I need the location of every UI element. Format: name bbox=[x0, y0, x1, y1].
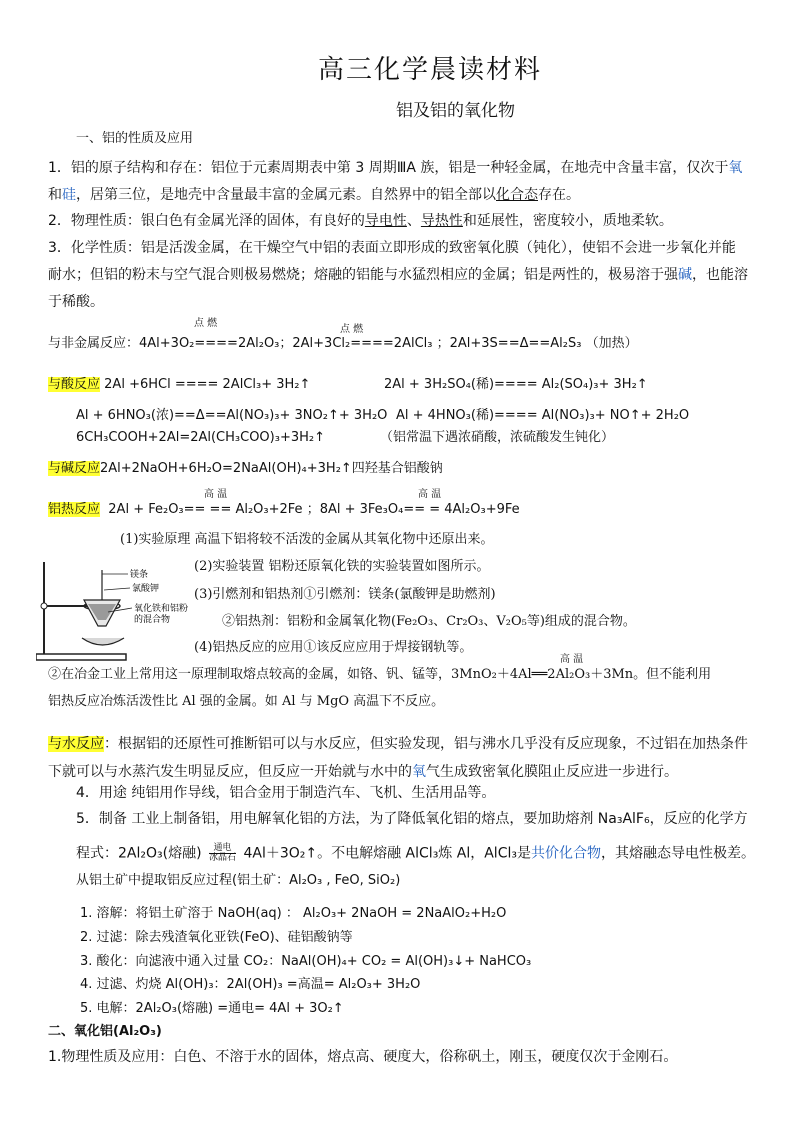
para2: 2．物理性质：银白色有金属光泽的固体，有良好的导电性、导热性和延展性，密度较小，质地柔软。 bbox=[48, 213, 673, 229]
water-line2: 下就可以与水蒸汽发生明显反应，但反应一开始就与水中的氧气生成致密氧化膜阻止反应进一步进行。 bbox=[48, 764, 678, 780]
thermite-device: (2)实验装置 铝粉还原氧化铁的实验装置如图所示。 bbox=[194, 559, 490, 574]
para3-line1: 3．化学性质：铝是活泼金属，在干燥空气中铝的表面立即形成的致密氧化膜（钝化），使铝不会进一步氧化并能 bbox=[48, 240, 736, 256]
thermite-app1: (4)铝热反应的应用①该反应应用于焊接钢轨等。 bbox=[194, 640, 473, 655]
page-title: 高三化学晨读材料 bbox=[318, 55, 543, 85]
para3-line2: 耐水；但铝的粉末与空气混合则极易燃烧；熔融的铝能与水猛烈相应的金属；铝是两性的，极易溶于强碱，也能溶 bbox=[48, 267, 748, 283]
condition-ignite-2: 点 燃 bbox=[340, 324, 364, 335]
thermite-app2-line1: ②在冶金工业上常用这一原理制取熔点较高的金属，如铬、钒、锰等，3MnO₂＋4Al══2Al₂O₃＋3Mn。但不能利用 bbox=[48, 667, 712, 682]
prep-step-3: 3. 酸化：向滤液中通入过量 CO₂：NaAl(OH)₄+ CO₂ = Al(OH)₃↓+ NaHCO₃ bbox=[80, 954, 532, 969]
condition-ignite-1: 点 燃 bbox=[194, 318, 218, 329]
figure-label-magnesium: 镁条 bbox=[130, 570, 149, 580]
prep-line2: 程式：2Al₂O₃(熔融) 通电 冰晶石 4Al＋3O₂↑。不电解熔融 AlCl₃炼 Al，AlCl₃是共价化合物，其熔融态导电性极差。 bbox=[76, 843, 755, 863]
thermite-line: 铝热反应 2Al + Fe₂O₃== == Al₂O₃+2Fe ；8Al + 3Fe₃O₄== = 4Al₂O₃+9Fe bbox=[48, 502, 520, 517]
section2-heading: 二、氧化铝(Al₂O₃) bbox=[48, 1024, 162, 1039]
water-line1: 与水反应：根据铝的还原性可推断铝可以与水反应，但实验发现，铝与沸水几乎没有反应现象，不过铝在加热条件 bbox=[48, 736, 748, 752]
condition-hightemp-1: 高 温 bbox=[204, 489, 228, 500]
sand-dish bbox=[82, 638, 124, 645]
prep-step-5: 5. 电解：2Al₂O₃(熔融) =通电= 4Al + 3O₂↑ bbox=[80, 1001, 344, 1016]
condition-hightemp-3: 高 温 bbox=[560, 654, 584, 665]
thermite-apparatus-figure bbox=[36, 560, 196, 664]
figure-label-mixture-a: 氧化铁和铝粉 bbox=[134, 604, 189, 614]
figure-label-mixture-b: 的混合物 bbox=[134, 615, 171, 625]
figure-label-kclo3: 氯酸钾 bbox=[132, 584, 160, 594]
thermite-label: 铝热反应 bbox=[48, 502, 101, 517]
thermite-app2-line2: 铝热反应冶炼活泼性比 Al 强的金属。如 Al 与 MgO 高温下不反应。 bbox=[48, 694, 445, 709]
acid-eq4: Al + 4HNO₃(稀)==== Al(NO₃)₃+ NO↑+ 2H₂O bbox=[396, 408, 690, 423]
page-subtitle: 铝及铝的氧化物 bbox=[396, 101, 515, 121]
thermite-reagent-b: ②铝热剂：铝粉和金属氧化物(Fe₂O₃、Cr₂O₃、V₂O₅等)组成的混合物。 bbox=[222, 614, 636, 629]
base-line: 与碱反应2Al+2NaOH+6H₂O=2NaAl(OH)₄+3H₂↑四羟基合铝酸钠 bbox=[48, 461, 443, 476]
para1-line2: 和硅，居第三位，是地壳中含量最丰富的金属元素。自然界中的铝全部以化合态存在。 bbox=[48, 187, 580, 203]
para3-line3: 于稀酸。 bbox=[48, 294, 104, 310]
thermite-principle: (1)实验原理 高温下铝将较不活泼的金属从其氧化物中还原出来。 bbox=[120, 532, 494, 547]
para1-line1: 1．铝的原子结构和存在：铝位于元素周期表中第 3 周期ⅢA 族，铝是一种轻金属，在地壳中含量丰富，仅次于氧 bbox=[48, 160, 743, 176]
acid-note: （铝常温下遇浓硝酸，浓硫酸发生钝化） bbox=[380, 430, 615, 445]
clamp-knob bbox=[41, 603, 47, 609]
thermite-reagent-a: (3)引燃剂和铝热剂①引燃剂：镁条(氯酸钾是助燃剂) bbox=[194, 587, 496, 602]
prep-step-1: 1. 溶解：将铝土矿溶于 NaOH(aq) ： Al₂O₃+ 2NaOH = 2NaAlO₂+H₂O bbox=[80, 906, 507, 921]
prep-condition: 通电 冰晶石 bbox=[209, 843, 237, 863]
acid-eq3: Al + 6HNO₃(浓)==Δ==Al(NO₃)₃+ 3NO₂↑+ 3H₂O bbox=[76, 408, 388, 423]
acid-eq2: 2Al + 3H₂SO₄(稀)==== Al₂(SO₄)₃+ 3H₂↑ bbox=[384, 377, 648, 392]
acid-line1: 与酸反应 2Al +6HCl ==== 2AlCl₃+ 3H₂↑ bbox=[48, 377, 311, 392]
acid-label: 与酸反应 bbox=[48, 377, 101, 392]
prep-ore: 从铝土矿中提取铝反应过程(铝土矿：Al₂O₃ , FeO, SiO₂) bbox=[76, 873, 401, 888]
condition-hightemp-2: 高 温 bbox=[418, 489, 442, 500]
water-label: 与水反应 bbox=[48, 736, 104, 752]
stand-base bbox=[36, 654, 126, 660]
use-line: 4．用途 纯铝用作导线，铝合金用于制造汽车、飞机、生活用品等。 bbox=[76, 785, 496, 801]
section1-heading: 一、铝的性质及应用 bbox=[76, 131, 194, 146]
base-label: 与碱反应 bbox=[48, 461, 101, 476]
acid-eq5: 6CH₃COOH+2Al=2Al(CH₃COO)₃+3H₂↑ bbox=[76, 430, 325, 445]
nonmetal-reactions: 与非金属反应：4Al+3O₂====2Al₂O₃；2Al+3Cl₂====2AlCl₃ ；2Al+3S==Δ==Al₂S₃ （加热） bbox=[48, 336, 638, 351]
prep-line1: 5．制备 工业上制备铝，用电解氧化铝的方法，为了降低氧化铝的熔点，要加助熔剂 Na₃AlF₆，反应的化学方 bbox=[76, 811, 748, 827]
prep-step-4: 4. 过滤、灼烧 Al(OH)₃：2Al(OH)₃ =高温= Al₂O₃+ 3H₂O bbox=[80, 977, 421, 992]
prep-step-2: 2. 过滤：除去残渣氧化亚铁(FeO)、硅铝酸钠等 bbox=[80, 930, 353, 945]
section2-para1: 1.物理性质及应用：白色、不溶于水的固体，熔点高、硬度大，俗称矾土，刚玉，硬度仅次于金刚石。 bbox=[48, 1049, 678, 1065]
